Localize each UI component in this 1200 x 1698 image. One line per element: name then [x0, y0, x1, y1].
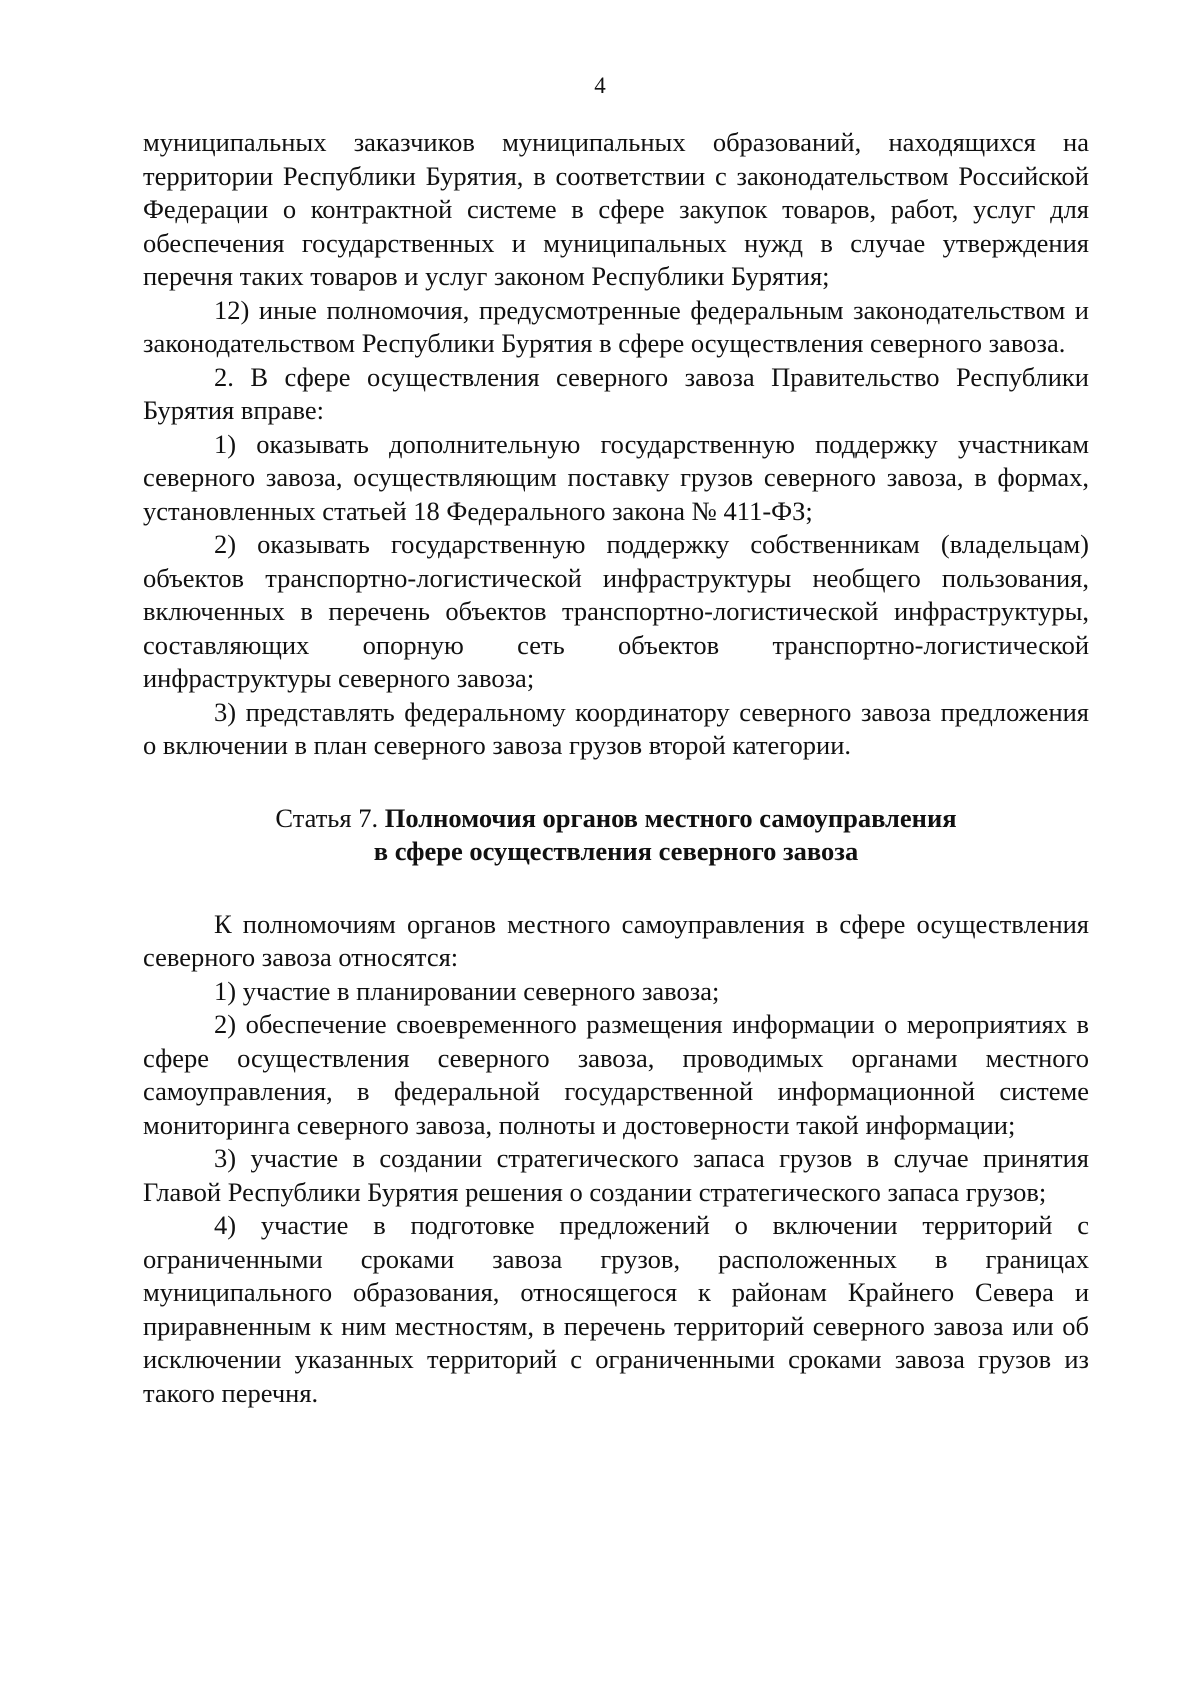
paragraph: 2) обеспечение своевременного размещения информации о мероприятиях в сфере осуществления северного завоза, проводимых органами местного самоуправления, в федеральной государственной информационной системе мониторинга северного завоза, полноты и достоверности такой информации; [143, 1009, 1089, 1140]
paragraph: 1) участие в планировании северного завоза; [214, 975, 720, 1006]
paragraph: 3) представлять федеральному координатору северного завоза предложения о включении в план северного завоза грузов второй категории. [143, 696, 1089, 760]
paragraphs-after [143, 908, 1089, 1411]
article-prefix: Статья 7. [275, 802, 379, 833]
paragraph: муниципальных заказчиков муниципальных образований, находящихся на территории Республики Бурятия, в соответствии с законодательством Российской Федерации о контрактной системе в сфере закупок товаров, работ, услуг для обеспечения государственных и муниципальных нужд в случае утверждения перечня таких товаров и услуг законом Республики Бурятия; [143, 127, 1089, 291]
page-number: 4 [594, 73, 606, 98]
paragraph: 2) оказывать государственную поддержку собственникам (владельцам) объектов транспортно-логистической инфраструктуры необщего пользования, включенных в перечень объектов транспортно-логистической инфраструктуры, составляющих опорную сеть объектов транспортно-логистической инфраструктуры северного завоза; [143, 529, 1089, 693]
article-title-line2: в сфере осуществления северного завоза [373, 836, 859, 866]
paragraph: К полномочиям органов местного самоуправления в сфере осуществления северного завоза относятся: [143, 908, 1089, 972]
article-heading [143, 802, 1089, 869]
paragraphs-before [143, 126, 1089, 763]
paragraph: 4) участие в подготовке предложений о включении территорий с ограниченными сроками завоза грузов, расположенных в границах муниципального образования, относящегося к районам Крайнего Севера и приравненным к ним местностям, в перечень территорий северного завоза или об исключении указанных территорий с ограниченными сроками завоза грузов из такого перечня. [143, 1210, 1089, 1408]
document-body [143, 126, 1089, 1410]
paragraph: 2. В сфере осуществления северного завоза Правительство Республики Бурятия вправе: [143, 361, 1089, 425]
paragraph: 1) оказывать дополнительную государственную поддержку участникам северного завоза, осуществляющим поставку грузов северного завоза, в формах, установленных статьей 18 Федерального закона № 411-ФЗ; [143, 428, 1089, 526]
paragraph: 12) иные полномочия, предусмотренные федеральным законодательством и законодательством Республики Бурятия в сфере осуществления северного завоза. [143, 294, 1089, 358]
paragraph: 3) участие в создании стратегического запаса грузов в случае принятия Главой Республики Бурятия решения о создании стратегического запаса грузов; [143, 1143, 1089, 1207]
article-title-line1: Полномочия органов местного самоуправления [384, 802, 957, 833]
